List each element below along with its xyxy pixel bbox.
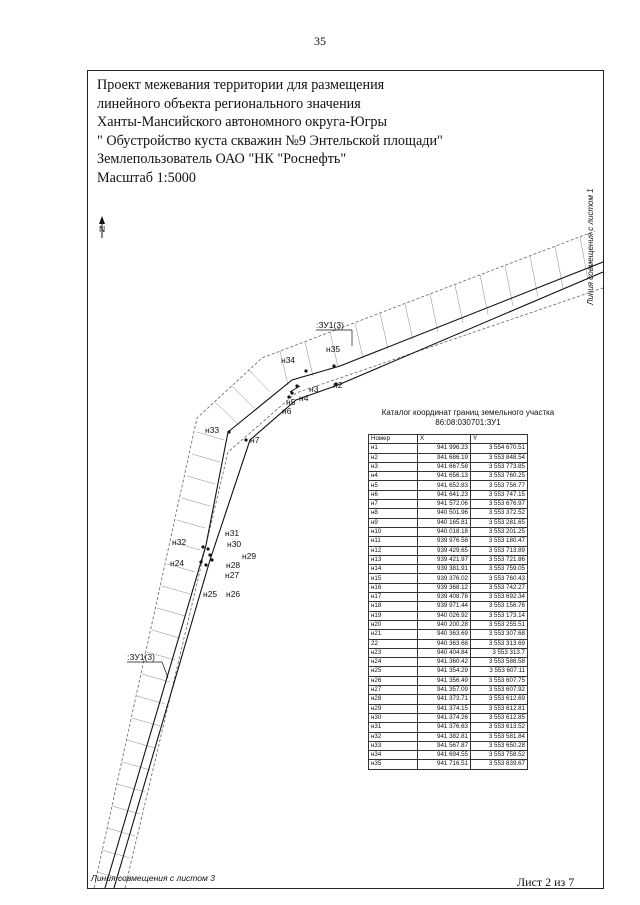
point-number-cell: н1 <box>369 444 418 453</box>
table-row <box>369 583 528 592</box>
join-line-side-label: Линия совмещения с листом 1 <box>586 188 595 305</box>
y-coordinate-cell: 3 553 760.43 <box>471 574 528 583</box>
y-coordinate-cell: 3 553 581.84 <box>471 732 528 741</box>
point-number-cell: н7 <box>369 500 418 509</box>
table-row <box>369 620 528 629</box>
table-row <box>369 658 528 667</box>
x-coordinate-cell: 941 667.58 <box>418 462 471 471</box>
column-header: Y <box>471 435 528 444</box>
north-label: N <box>99 224 106 234</box>
table-body <box>369 444 528 769</box>
x-coordinate-cell: 941 374.26 <box>418 713 471 722</box>
table-row <box>369 453 528 462</box>
x-coordinate-cell: 941 373.71 <box>418 695 471 704</box>
y-coordinate-cell: 3 553 650.28 <box>471 741 528 750</box>
y-coordinate-cell: 3 553 747.15 <box>471 490 528 499</box>
scale-label: Масштаб 1:5000 <box>97 169 196 186</box>
x-coordinate-cell: 941 716.51 <box>418 760 471 769</box>
point-number-cell: н35 <box>369 760 418 769</box>
point-label: н3 <box>309 384 319 394</box>
y-coordinate-cell: 3 553 372.52 <box>471 509 528 518</box>
point-label: н4 <box>299 393 309 403</box>
column-header: Номер <box>369 435 418 444</box>
x-coordinate-cell: 941 694.55 <box>418 751 471 760</box>
x-coordinate-cell: 940 200.28 <box>418 620 471 629</box>
header-line: Проект межевания территории для размещения <box>97 77 385 93</box>
y-coordinate-cell: 3 553 313.69 <box>471 639 528 648</box>
table-row <box>369 676 528 685</box>
table-row <box>369 444 528 453</box>
boundary-left-solid <box>105 262 603 888</box>
table-row <box>369 555 528 564</box>
catalog-subtitle: 86:08:030701:ЗУ1 <box>435 418 501 427</box>
point-number-cell: н25 <box>369 667 418 676</box>
x-coordinate-cell: 941 354.29 <box>418 667 471 676</box>
x-coordinate-cell: 939 971.44 <box>418 602 471 611</box>
catalog-title-block <box>368 408 568 428</box>
point-number-cell: н29 <box>369 704 418 713</box>
y-coordinate-cell: 3 553 607.75 <box>471 676 528 685</box>
y-coordinate-cell: 3 553 759.05 <box>471 565 528 574</box>
x-coordinate-cell: 941 356.49 <box>418 676 471 685</box>
point-label: н26 <box>226 589 241 599</box>
y-coordinate-cell: 3 553 281.65 <box>471 518 528 527</box>
table-row <box>369 713 528 722</box>
y-coordinate-cell: 3 553 756.77 <box>471 481 528 490</box>
table-row <box>369 704 528 713</box>
table-row <box>369 462 528 471</box>
table-row <box>369 527 528 536</box>
header-line: Землепользователь ОАО "НК "Роснефть" <box>97 151 347 168</box>
point-label: н30 <box>227 539 242 549</box>
coordinate-catalog-table <box>368 434 528 770</box>
table-row <box>369 760 528 769</box>
table-header-row <box>369 435 528 444</box>
point-label: н28 <box>226 560 241 570</box>
corridor-right-dashed <box>125 288 603 888</box>
point-number-cell: н11 <box>369 537 418 546</box>
table-row <box>369 546 528 555</box>
north-arrow-icon <box>99 216 105 224</box>
point-label: н34 <box>281 355 296 365</box>
point-label: н7 <box>250 435 260 445</box>
x-coordinate-cell: 940 363.69 <box>418 630 471 639</box>
table-row <box>369 574 528 583</box>
column-header: X <box>418 435 471 444</box>
y-coordinate-cell: 3 553 773.85 <box>471 462 528 471</box>
x-coordinate-cell: 941 382.81 <box>418 732 471 741</box>
table-row <box>369 648 528 657</box>
x-coordinate-cell: 940 404.84 <box>418 648 471 657</box>
table-row <box>369 472 528 481</box>
point-number-cell: н17 <box>369 593 418 602</box>
point-number-cell: н8 <box>369 509 418 518</box>
point-number-cell: н31 <box>369 723 418 732</box>
header-line: " Обустройство куста скважин №9 Энтельской площади" <box>97 132 443 149</box>
y-coordinate-cell: 3 553 839.67 <box>471 760 528 769</box>
x-coordinate-cell: 939 376.02 <box>418 574 471 583</box>
x-coordinate-cell: 941 360.42 <box>418 658 471 667</box>
point-label: н25 <box>203 589 218 599</box>
x-coordinate-cell: 941 572.06 <box>418 500 471 509</box>
y-coordinate-cell: 3 553 848.54 <box>471 453 528 462</box>
header-line: линейного объекта регионального значения <box>97 95 361 112</box>
y-coordinate-cell: 3 554 670.51 <box>471 444 528 453</box>
y-coordinate-cell: 3 553 692.34 <box>471 593 528 602</box>
y-coordinate-cell: 3 553 721.86 <box>471 555 528 564</box>
point-number-cell: н4 <box>369 472 418 481</box>
point-label: н35 <box>326 344 341 354</box>
point-number-cell: н27 <box>369 686 418 695</box>
table-row <box>369 611 528 620</box>
point-number-cell: н18 <box>369 602 418 611</box>
table-row <box>369 667 528 676</box>
x-coordinate-cell: 941 656.13 <box>418 472 471 481</box>
point-number-cell: 22 <box>369 639 418 648</box>
point-number-cell: н9 <box>369 518 418 527</box>
y-coordinate-cell: 3 553 613.52 <box>471 723 528 732</box>
table-row <box>369 500 528 509</box>
x-coordinate-cell: 939 381.91 <box>418 565 471 574</box>
table-row <box>369 723 528 732</box>
point-number-cell: н26 <box>369 676 418 685</box>
table-row <box>369 732 528 741</box>
y-coordinate-cell: 3 553 612.85 <box>471 713 528 722</box>
x-coordinate-cell: 939 976.58 <box>418 537 471 546</box>
x-coordinate-cell: 941 357.09 <box>418 686 471 695</box>
point-number-cell: н13 <box>369 555 418 564</box>
point-number-cell: н12 <box>369 546 418 555</box>
y-coordinate-cell: 3 553 760.25 <box>471 472 528 481</box>
x-coordinate-cell: 939 368.12 <box>418 583 471 592</box>
point-number-cell: н14 <box>369 565 418 574</box>
x-coordinate-cell: 940 026.92 <box>418 611 471 620</box>
point-number-cell: н21 <box>369 630 418 639</box>
table-row <box>369 481 528 490</box>
point-number-cell: н34 <box>369 751 418 760</box>
y-coordinate-cell: 3 553 676.97 <box>471 500 528 509</box>
x-coordinate-cell: 940 501.96 <box>418 509 471 518</box>
point-number-cell: н33 <box>369 741 418 750</box>
y-coordinate-cell: 3 553 607.11 <box>471 667 528 676</box>
y-coordinate-cell: 3 553 607.92 <box>471 686 528 695</box>
table-row <box>369 518 528 527</box>
table-row <box>369 509 528 518</box>
point-number-cell: н30 <box>369 713 418 722</box>
point-label: н33 <box>205 425 220 435</box>
table-row <box>369 686 528 695</box>
point-number-cell: н6 <box>369 490 418 499</box>
y-coordinate-cell: 3 553 156.76 <box>471 602 528 611</box>
x-coordinate-cell: 941 686.19 <box>418 453 471 462</box>
x-coordinate-cell: 941 374.15 <box>418 704 471 713</box>
x-coordinate-cell: 941 996.23 <box>418 444 471 453</box>
point-label: н24 <box>170 558 185 568</box>
table-row <box>369 593 528 602</box>
y-coordinate-cell: 3 553 173.14 <box>471 611 528 620</box>
point-number-cell: н23 <box>369 648 418 657</box>
point-label: н32 <box>172 537 187 547</box>
x-coordinate-cell: 941 641.23 <box>418 490 471 499</box>
x-coordinate-cell: 940 165.81 <box>418 518 471 527</box>
point-number-cell: н20 <box>369 620 418 629</box>
y-coordinate-cell: 3 553 180.47 <box>471 537 528 546</box>
y-coordinate-cell: 3 553 742.27 <box>471 583 528 592</box>
y-coordinate-cell: 3 553 255.51 <box>471 620 528 629</box>
table-row <box>369 741 528 750</box>
y-coordinate-cell: 3 553 586.58 <box>471 658 528 667</box>
y-coordinate-cell: 3 553 713.89 <box>471 546 528 555</box>
x-coordinate-cell: 939 421.97 <box>418 555 471 564</box>
table-row <box>369 751 528 760</box>
point-label: н6 <box>282 406 292 416</box>
x-coordinate-cell: 941 652.83 <box>418 481 471 490</box>
point-number-cell: н5 <box>369 481 418 490</box>
boundary-points <box>199 364 337 566</box>
point-label: н31 <box>225 528 240 538</box>
y-coordinate-cell: 3 553 758.52 <box>471 751 528 760</box>
x-coordinate-cell: 940 363.68 <box>418 639 471 648</box>
point-number-cell: н2 <box>369 453 418 462</box>
point-label: н5 <box>286 397 296 407</box>
catalog-title: Каталог координат границ земельного участка <box>381 408 555 417</box>
header-line: Ханты-Мансийского автономного округа-Югры <box>97 114 388 131</box>
parcel-label: :ЗУ1(3) <box>127 652 155 662</box>
y-coordinate-cell: 3 553 201.25 <box>471 527 528 536</box>
point-number-cell: н28 <box>369 695 418 704</box>
join-line-bottom-label: Линия совмещения с листом 3 <box>91 873 215 883</box>
page-number: 35 <box>314 34 326 48</box>
table-row <box>369 695 528 704</box>
table-row <box>369 630 528 639</box>
x-coordinate-cell: 941 376.63 <box>418 723 471 732</box>
parcel-label: :ЗУ1(3) <box>316 320 344 330</box>
x-coordinate-cell: 939 408.78 <box>418 593 471 602</box>
point-number-cell: н19 <box>369 611 418 620</box>
point-number-cell: н24 <box>369 658 418 667</box>
x-coordinate-cell: 940 018.18 <box>418 527 471 536</box>
point-label: н29 <box>242 551 257 561</box>
boundary-right-solid <box>114 272 603 888</box>
y-coordinate-cell: 3 553 307.68 <box>471 630 528 639</box>
table-row <box>369 639 528 648</box>
point-label: н27 <box>225 570 240 580</box>
table-row <box>369 565 528 574</box>
sheet-number: Лист 2 из 7 <box>517 875 575 889</box>
x-coordinate-cell: 939 429.65 <box>418 546 471 555</box>
point-number-cell: н32 <box>369 732 418 741</box>
x-coordinate-cell: 941 567.87 <box>418 741 471 750</box>
y-coordinate-cell: 3 553 612.69 <box>471 695 528 704</box>
point-number-cell: н16 <box>369 583 418 592</box>
point-number-cell: н3 <box>369 462 418 471</box>
table-row <box>369 537 528 546</box>
point-number-cell: н10 <box>369 527 418 536</box>
table-row <box>369 602 528 611</box>
y-coordinate-cell: 3 553 612.81 <box>471 704 528 713</box>
y-coordinate-cell: 3 553 313.7 <box>471 648 528 657</box>
table-row <box>369 490 528 499</box>
point-label: н2 <box>333 380 343 390</box>
point-number-cell: н15 <box>369 574 418 583</box>
